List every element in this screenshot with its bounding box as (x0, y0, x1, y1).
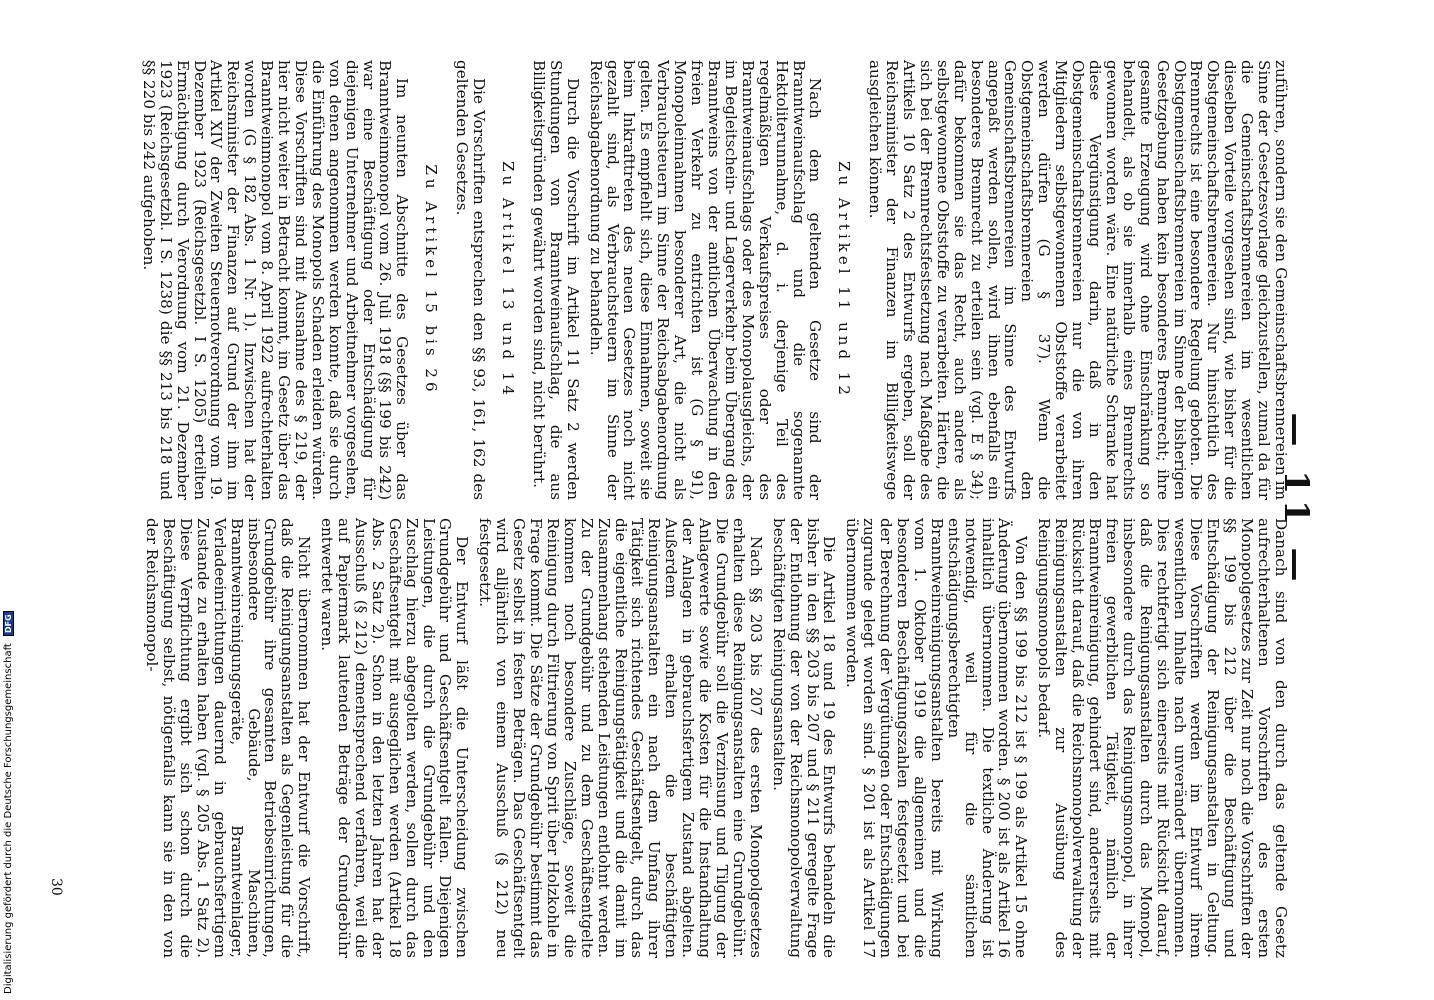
section-heading-art-13-14: Zu Artikel 13 und 14 (499, 161, 518, 399)
paragraph: Nicht übernommen hat der Entwurf die Vorschrift, daß die Reinigungsanstalten als Gegenleistung für die Grundgebühr ihre gesamten Betriebseinrichtungen, insbesondere Gebäude, Maschinen, Branntweinreinigungsgeräte, Branntweinlager, Verladeeinrichtungen dauernd in gebrauchsfertigem Zustande zu erhalten haben (vgl. § 205 Abs. 1 Satz 2). Diese Verpflichtung ergibt sich schon durch die Beschäftigung selbst, nötigenfalls kann sie in den von der Reichsmonopol- (143, 518, 314, 958)
paragraph: Von den §§ 199 bis 212 ist § 199 als Artikel 15 ohne Änderung übernommen worden. § 200 ist als Artikel 16 inhaltlich übernommen. Die textliche Änderung ist notwendig, weil für die sämtlichen entschädigungsberechtigten Branntweinreinigungsanstalten bereits mit Wirkung vom 1. Oktober 1919 die allgemeinen und die besonderen Beschäftigungszahlen festgesetzt und bei der Berechnung der Vergütungen oder Entschädigungen zugrunde gelegt worden sind. § 201 ist als Artikel 17 übernommen worden. (843, 518, 1031, 958)
left-column (134, 60, 1289, 500)
digitization-credit (0, 0, 20, 1000)
dfg-logo-icon: DFG (3, 611, 14, 636)
credit-text: Digitalisierung gefördert durch die Deutsche Forschungsgemeinschaft (3, 643, 14, 994)
paragraph: Nach dem geltenden Gesetze sind der Branntweinaufschlag und die sogenannte Hektoliterunnahme, d. i. derjenige Teil des regelmäßigen Verkaufspreises oder des Branntweinaufschlags oder des Monopolausgleichs, der im Begleitschein- und Lagerverkehr beim Übergang des Branntweins von der amtlichen Überwachung in den freien Verkehr zu entrichten ist (G § 91), Monopoleinnahmen besonderer Art, die nicht als Verbrauchsteuern im Sinne der Reichsabgabenordnung gelten. Es empfiehlt sich, diese Einnahmen, soweit sie beim Inkrafttreten des neuen Gesetzes noch nicht gezahlt sind, als Verbrauchsteuern im Sinne der Reichsabgabenordnung zu behandeln. (586, 60, 825, 500)
paragraph: Nach §§ 203 bis 207 des ersten Monopolgesetzes erhalten diese Reinigungsanstalten eine Grundgebühr. Die Grundgebühr soll die Verzinsung und Tilgung der Anlagewerte sowie die Kosten für die Instandhaltung der Anlagen in gebrauchsfertigem Zustand abgelten. Außerdem erhalten die beschäftigten Reinigungsanstalten ein nach dem Umfang ihrer Tätigkeit sich richtendes Geschäftsentgelt, durch das die eigentliche Reinigungstätigkeit und die damit im Zusammenhang stehenden Leistungen entlohnt werden. Zu der Grundgebühr und zu dem Geschäftsentgelte kommen noch besondere Zuschläge, soweit die Reinigung durch Filtrierung von Sprit über Holzkohle in Frage kommt. Die Sätze der Grundgebühr bestimmt das Gesetz selbst in festen Beträgen. Das Geschäftsentgelt wird alljährlich von einem Ausschuß (§ 212) neu festgesetzt. (476, 518, 765, 958)
paragraph: Danach sind von den durch das geltende Gesetz aufrechterhaltenen Vorschriften des ersten Monopolgesetzes zur Zeit nur noch die Vorschriften der §§ 199 bis 212 über die Beschäftigung und Entschädigung der Reinigungsanstalten in Geltung. Diese Vorschriften werden im Entwurf ihrem wesentlichen Inhalte nach unverändert übernommen. Dies rechtfertigt sich einerseits mit Rücksicht darauf, daß die Reinigungsanstalten durch das Monopol, insbesondere durch das Reinigungsmonopol, in ihrer freien gewerblichen Tätigkeit, nämlich der Branntweinreinigung, gehindert sind, andererseits mit Rücksicht darauf, daß die Reichsmonopolverwaltung der Reinigungsanstalten zur Ausübung des Reinigungsmonopols bedarf. (1035, 518, 1290, 958)
paragraph: Die Vorschriften entsprechen den §§ 93, 161, 162 des geltenden Gesetzes. (453, 60, 489, 500)
paragraph: Der Entwurf läßt die Unterscheidung zwischen Grundgebühr und Geschäftsentgelt fallen. Diejenigen Leistungen, die durch die Grundgebühr und den Zuschlag hierzu abgegolten werden, sollen durch das Geschäftsentgelt mit ausgeglichen werden (Artikel 18 Abs. 2 Satz 2). Schon in den letzten Jahren hat der Ausschuß (§ 212) dementsprechend verfahren, weil die auf Papiermark lautenden Beträge der Grundgebühr entwertet waren. (318, 518, 472, 958)
section-heading-art-15-26: Zu Artikel 15 bis 26 (422, 164, 441, 396)
printer-mark: 30 (48, 878, 64, 896)
section-heading-art-11-12: Zu Artikel 11 und 12 (835, 161, 854, 399)
paragraph: Im neunten Abschnitte des Gesetzes über das Branntweinmonopol vom 26. Juli 1918 (§§ 199 bis 242) war eine Beschäftigung oder Entschädigung für diejenigen Unternehmer und Arbeitnehmer vorgesehen, von denen angenommen werden konnte, daß sie durch die Einführung des Monopols Schaden erleiden würden. Diese Vorschriften sind mit Ausnahme des § 219, der hier nicht weiter in Betracht kommt, im Gesetz über das Branntweinmonopol vom 8. April 1922 aufrechterhalten worden (G § 182 Abs. 1 Nr. 1). Inzwischen hat der Reichsminister der Finanzen auf Grund der ihm im Artikel XIV der Zweiten Steuernotverordnung vom 19. Dezember 1923 (Reichsgesetzbl. I S. 1205) erteilten Ermächtigung durch Verordnung vom 21. Dezember 1923 (Reichsgesetzbl. I S. 1238) die §§ 213 bis 218 und §§ 220 bis 242 aufgehoben. (139, 60, 412, 500)
paragraph: zuführen, sondern sie den Gemeinschaftsbrennereien im Sinne der Gesetzesvorlage gleichzustellen, zumal da für die Gemeinschaftsbrennereien im wesentlichen dieselben Vorteile vorgesehen sind, wie bisher für die Obstgemeinschaftsbrennereien. Nur hinsichtlich des Brennrechts ist eine besondere Regelung geboten. Die Obstgemeinschaftsbrennereien im Sinne der bisherigen Gesetzgebung haben kein besonderes Brennrecht; ihre gesamte Erzeugung wird ohne Einschränkung so behandelt, als ob sie innerhalb eines Brennrechts gewonnen worden wäre. Eine natürliche Schranke hat diese Vergünstigung darin, daß in den Obstgemeinschaftsbrennereien nur die von ihren Mitgliedern selbstgewonnenen Obststoffe verarbeitet werden dürfen (G § 37). Wenn die Obstgemeinschaftsbrennereien den Gemeinschaftsbrennereien im Sinne des Entwurfs angepaßt werden sollen, wird ihnen ebenfalls ein besonderes Brennrecht zu erteilen sein (vgl. E § 34); dafür bekommen sie das Recht, auch andere als selbstgewonnene Obststoffe zu verarbeiten. Härten, die sich bei der Brennrechtsfestsetzung nach Maßgabe des Artikels 10 Satz 2 des Entwurfs ergeben, soll der Reichsminister der Finanzen im Billigkeitswege ausgleichen können. (866, 60, 1290, 500)
page-number: — 11 — (1276, 412, 1316, 588)
paragraph: Die Artikel 18 und 19 des Entwurfs behandeln die bisher in den §§ 203 bis 207 und § 211 geregelte Frage der Entlohnung der von der Reichsmonopolverwaltung beschäftigten Reinigungsanstalten. (769, 518, 839, 958)
paragraph: Durch die Vorschrift im Artikel 11 Satz 2 werden Stundungen von Branntweinaufschlag, die aus Billigkeitsgründen gewährt worden sind, nicht berührt. (529, 60, 582, 500)
right-column (137, 518, 1289, 958)
